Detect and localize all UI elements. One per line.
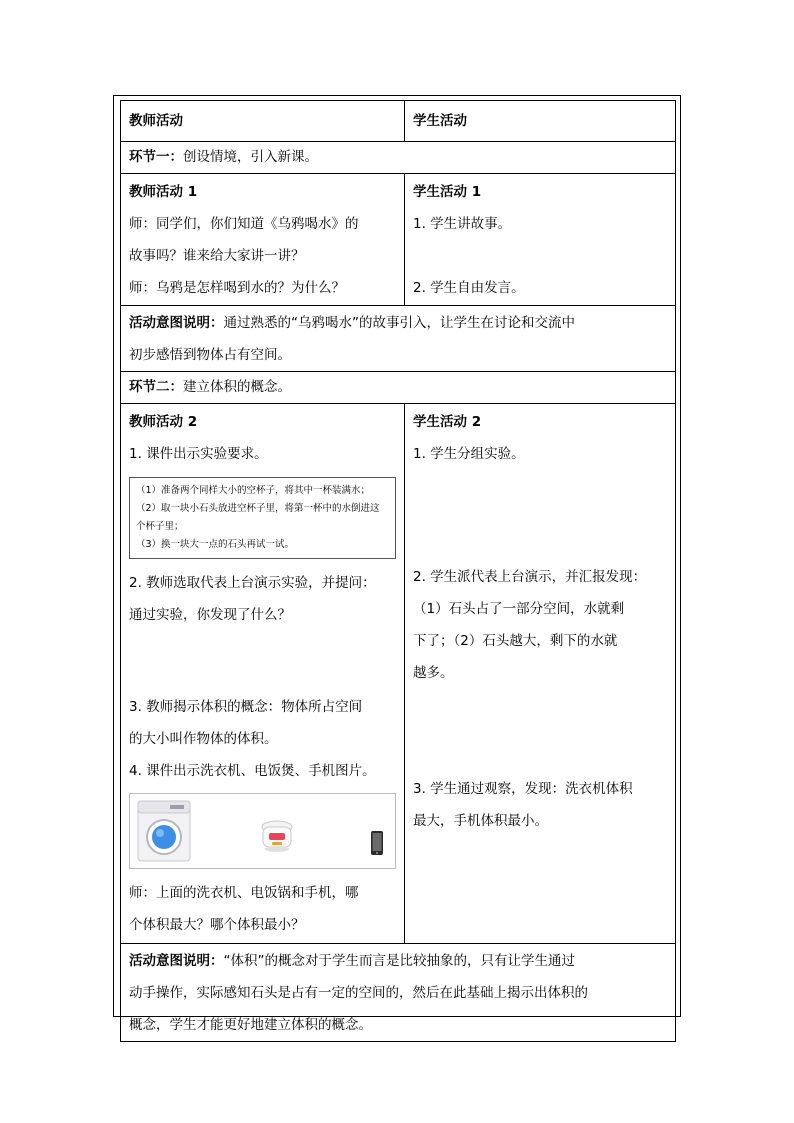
header-teacher: 教师活动 (121, 101, 405, 142)
block2-row (121, 404, 676, 944)
header-student: 学生活动 (405, 101, 676, 142)
student-activity-1: 学生活动 1 1. 学生讲故事。 2. 学生自由发言。 (405, 174, 676, 306)
stage2-row (121, 372, 676, 404)
rice-cooker-icon (260, 818, 294, 854)
intent2-cell: 活动意图说明：“体积”的概念对于学生而言是比较抽象的，只有让学生通过 动手操作，实际感知石头是占有一定的空间的，然后在此基础上揭示出体积的 概念，学生才能更好地建立体积的概念。 (121, 944, 676, 1042)
stage2-cell: 环节二：建立体积的概念。 (121, 372, 676, 404)
stage1-cell: 环节一：创设情境，引入新课。 (121, 142, 676, 174)
stage1-row (121, 142, 676, 174)
intent2-row (121, 944, 676, 1042)
lesson-table (120, 100, 676, 1042)
teacher-activity-2: 教师活动 2 1. 课件出示实验要求。 （1）准备两个同样大小的空杯子，将其中一杯装满水； （2）取一块小石头放进空杯子里，将第一杯中的水倒进这个杯子里； （3）换一块大一点的石头再试一试。 2. 教师选取代表上台演示实验，并提问： 通过实验，你发现了什么？ 3. 教师揭示体积的概念：物体所占空间 的大小叫作物体的体积。 4. 课件出示洗衣机、电饭煲、手机图片。 师：上面的洗衣机、电饭锅和手机，哪 个体积最大？哪个体积最小？ (121, 404, 405, 944)
experiment-requirements-box: （1）准备两个同样大小的空杯子，将其中一杯装满水； （2）取一块小石头放进空杯子里，将第一杯中的水倒进这个杯子里； （3）换一块大一点的石头再试一试。 (129, 477, 396, 559)
header-row (121, 101, 676, 142)
phone-icon (370, 830, 384, 856)
student-activity-2: 学生活动 2 1. 学生分组实验。 2. 学生派代表上台演示，并汇报发现： （1）石头占了一部分空间，水就剩 下了；（2）石头越大，剩下的水就 越多。 3. 学生通过观察，发现：洗衣机体积 最大，手机体积最小。 (405, 404, 676, 944)
block1-row (121, 174, 676, 306)
intent1-cell: 活动意图说明：通过熟悉的“乌鸦喝水”的故事引入，让学生在讨论和交流中 初步感悟到物体占有空间。 (121, 306, 676, 372)
appliance-image (129, 793, 396, 869)
teacher-activity-1: 教师活动 1 师：同学们，你们知道《乌鸦喝水》的 故事吗？谁来给大家讲一讲？ 师：乌鸦是怎样喝到水的？为什么？ (121, 174, 405, 306)
intent1-row (121, 306, 676, 372)
washing-machine-icon (136, 799, 192, 863)
